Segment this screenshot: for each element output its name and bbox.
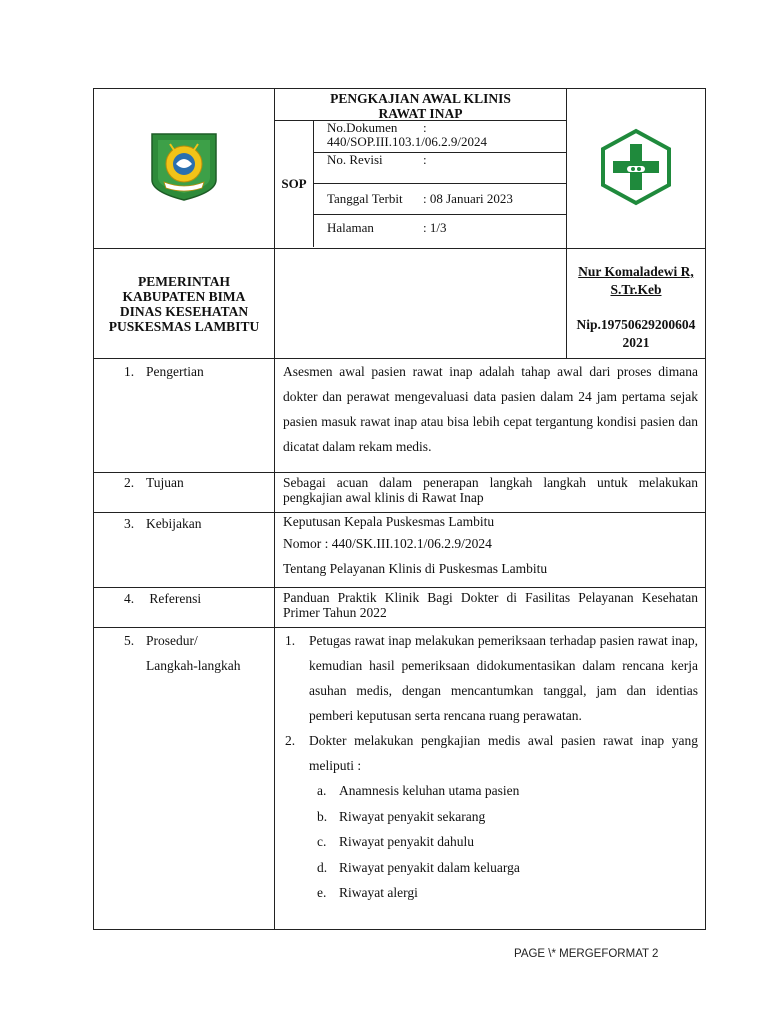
- halaman-key: Halaman: [327, 220, 374, 235]
- section-number: 1.: [124, 364, 135, 379]
- row-prosedur: [94, 628, 706, 930]
- sub-letter: a.: [317, 783, 327, 798]
- gov-line-3: DINAS KESEHATAN: [119, 303, 249, 319]
- puskesmas-logo-cell: [567, 89, 706, 249]
- pengkajian-sub-list: [283, 778, 698, 906]
- title-line-2: RAWAT INAP: [378, 106, 463, 121]
- sub-text: Riwayat alergi: [339, 885, 418, 900]
- section-label: Referensi: [149, 591, 202, 606]
- authority-row: [94, 249, 706, 359]
- row-referensi: [94, 588, 706, 628]
- no-dokumen-key: No.Dokumen: [327, 120, 398, 135]
- section-label: Prosedur/: [146, 633, 198, 648]
- sub-letter: c.: [317, 834, 327, 849]
- title-line-1: PENGKAJIAN AWAL KLINIS: [330, 91, 511, 106]
- signatory-name-2: S.Tr.Keb: [610, 282, 662, 297]
- meta-tanggal-terbit: [314, 184, 566, 215]
- sop-label: SOP: [275, 121, 314, 247]
- kebijakan-line-2: Nomor : 440/SK.III.102.1/06.2.9/2024: [283, 536, 492, 551]
- row-tujuan: [94, 473, 706, 513]
- prosedur-content: [275, 628, 706, 930]
- step-text: Dokter melakukan pengkajian medis awal pasien rawat inap yang meliputi :: [309, 733, 698, 773]
- section-number: 4.: [124, 591, 135, 606]
- text-tujuan: Sebagai acuan dalam penerapan langkah langkah untuk melakukan pengkajian awal klinis di Rawat Inap: [275, 473, 706, 513]
- gov-line-2: KABUPATEN BIMA: [122, 288, 246, 304]
- signatory-nip-2: 2021: [622, 335, 650, 350]
- no-revisi-key: No. Revisi: [327, 152, 383, 167]
- row-kebijakan: [94, 513, 706, 588]
- halaman-value: : 1/3: [423, 220, 447, 235]
- prosedur-steps: [283, 628, 698, 778]
- section-number: 3.: [124, 516, 135, 531]
- no-dokumen-sep: :: [423, 120, 427, 135]
- tanggal-terbit-key: Tanggal Terbit: [327, 191, 403, 206]
- section-label-2: Langkah-langkah: [146, 658, 241, 673]
- step-number: 1.: [285, 633, 296, 648]
- meta-halaman: [314, 215, 566, 247]
- signature-space-cell: [275, 249, 567, 359]
- sop-meta-block: [275, 121, 566, 247]
- signatory-name-1: Nur Komaladewi R,: [578, 264, 694, 279]
- row-pengertian: [94, 359, 706, 473]
- sub-item: [283, 804, 698, 830]
- text-pengertian: Asesmen awal pasien rawat inap adalah tahap awal dari proses dimana dokter dan perawat mengevaluasi data pasien dalam 24 jam pertama sejak pasien masuk rawat inap atau bisa lebih cepat tergantung kondisi pasien dan dicatat dalam rekam medis.: [275, 359, 706, 473]
- meta-no-revisi: [314, 153, 566, 184]
- text-referensi: Panduan Praktik Klinik Bagi Dokter di Fasilitas Pelayanan Kesehatan Primer Tahun 2022: [275, 588, 706, 628]
- sub-letter: d.: [317, 859, 328, 875]
- sub-letter: b.: [317, 808, 328, 824]
- signatory-cell: [567, 249, 706, 359]
- no-revisi-sep: :: [423, 152, 427, 167]
- label-pengertian: [94, 359, 275, 473]
- header-row: [94, 89, 706, 249]
- step-number: 2.: [285, 733, 296, 748]
- kebijakan-line-3: Tentang Pelayanan Klinis di Puskesmas Lambitu: [283, 561, 548, 576]
- sub-text: Riwayat penyakit sekarang: [339, 808, 486, 824]
- section-label: Pengertian: [146, 364, 204, 379]
- page-footer: PAGE \* MERGEFORMAT 2: [514, 948, 659, 960]
- prosedur-step: [283, 628, 698, 728]
- gov-line-4: PUSKESMAS LAMBITU: [108, 318, 260, 334]
- meta-list: [314, 121, 566, 247]
- kebijakan-line-1: Keputusan Kepala Puskesmas Lambitu: [283, 514, 495, 529]
- label-prosedur: [94, 628, 275, 930]
- sub-text: Riwayat penyakit dalam keluarga: [339, 859, 520, 875]
- prosedur-step: [283, 728, 698, 778]
- label-referensi: [94, 588, 275, 628]
- meta-no-dokumen: [314, 121, 566, 153]
- puskesmas-logo-icon: [599, 128, 673, 206]
- text-kebijakan: [275, 513, 706, 588]
- gov-line-1: PEMERINTAH: [137, 273, 230, 289]
- sub-item: [283, 855, 698, 881]
- step-text: Petugas rawat inap melakukan pemeriksaan terhadap pasien rawat inap, kemudian hasil pemeriksaan didokumentasikan dalam rencana kerja asuhan medis, dengan mencantumkan tanggal, jam dan identias pemberi keputusan serta rencana ruang perawatan.: [309, 633, 698, 723]
- sub-item: [283, 829, 698, 855]
- signatory-nip-1: Nip.19750629200604: [576, 317, 696, 332]
- section-number: 2.: [124, 475, 135, 490]
- sop-table: [93, 88, 706, 930]
- document-title: [275, 89, 566, 121]
- no-dokumen-value: 440/SOP.III.103.1/06.2.9/2024: [327, 134, 487, 149]
- label-tujuan: [94, 473, 275, 513]
- label-kebijakan: [94, 513, 275, 588]
- tanggal-terbit-value: : 08 Januari 2023: [423, 191, 513, 206]
- section-label: Tujuan: [146, 475, 184, 490]
- sub-item: [283, 778, 698, 804]
- bima-emblem-icon: [148, 130, 220, 204]
- government-cell: [94, 249, 275, 359]
- sub-letter: e.: [317, 885, 327, 900]
- bima-logo-cell: [94, 89, 275, 249]
- sub-text: Anamnesis keluhan utama pasien: [339, 783, 520, 798]
- sub-item: [283, 880, 698, 906]
- sub-text: Riwayat penyakit dahulu: [339, 834, 474, 849]
- section-label: Kebijakan: [146, 516, 202, 531]
- section-number: 5.: [124, 633, 135, 648]
- title-cell: [275, 89, 567, 249]
